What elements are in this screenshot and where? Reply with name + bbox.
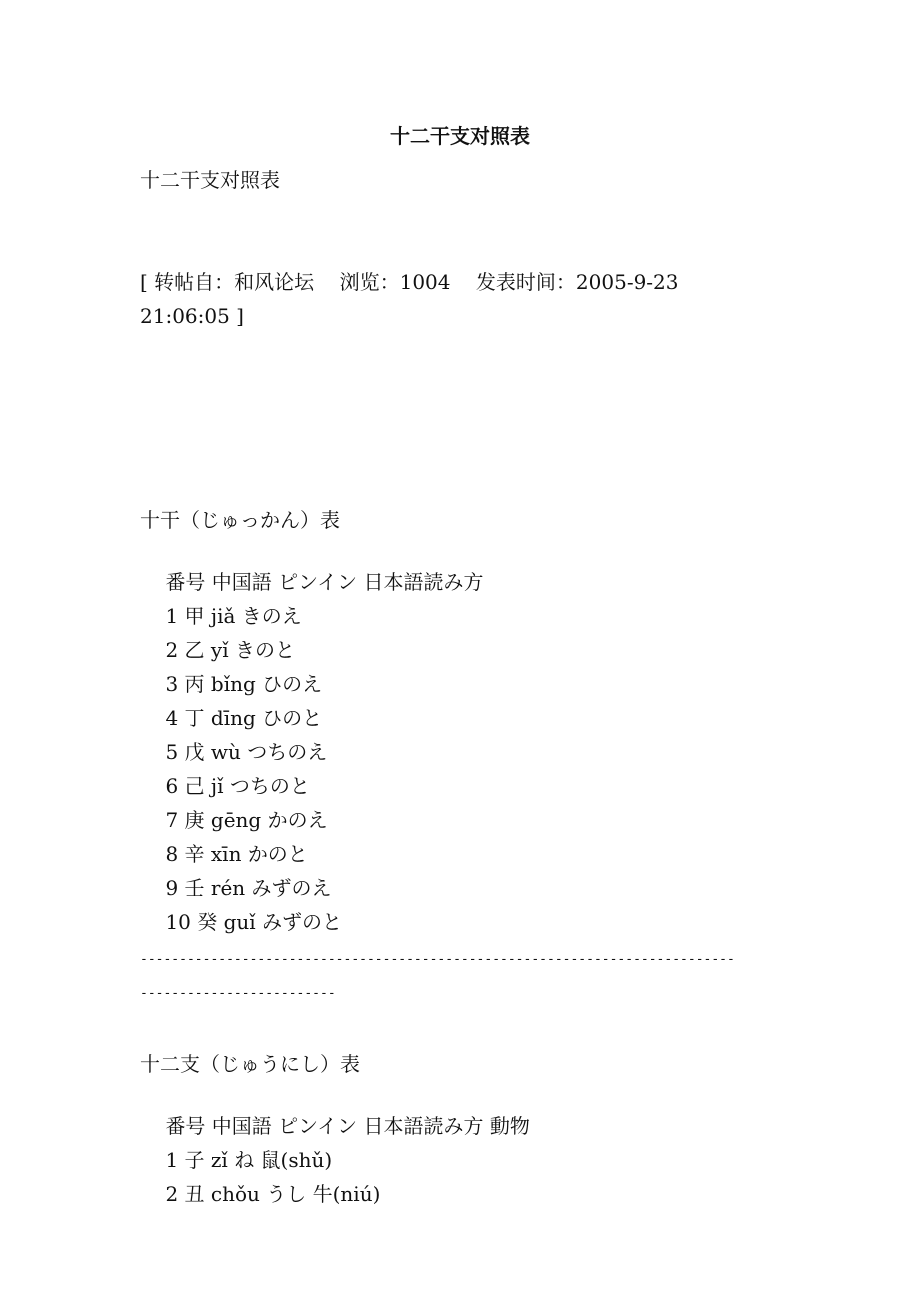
row-pinyin: jiǎ <box>210 604 236 628</box>
row-number: 9 <box>165 876 179 900</box>
row-japanese: つちのと <box>229 774 310 798</box>
row-japanese: かのえ <box>267 808 328 832</box>
row-japanese: うし <box>266 1182 307 1206</box>
row-chinese: 庚 <box>184 808 205 832</box>
document-subtitle: 十二干支对照表 <box>140 168 280 192</box>
row-chinese: 子 <box>184 1148 205 1172</box>
row-pinyin: xīn <box>210 842 242 866</box>
header-japanese-reading: 日本語読み方 <box>363 1114 484 1138</box>
row-japanese: きのと <box>234 638 295 662</box>
row-animal: 鼠(shǔ) <box>260 1148 333 1172</box>
header-japanese-reading: 日本語読み方 <box>363 570 484 594</box>
row-chinese: 壬 <box>184 876 205 900</box>
row-chinese: 丙 <box>184 672 205 696</box>
row-japanese: みずのと <box>262 910 343 934</box>
row-chinese: 辛 <box>184 842 205 866</box>
meta-info-timestamp: 21:06:05 ] <box>140 304 244 328</box>
row-chinese: 己 <box>184 774 205 798</box>
row-pinyin: guǐ <box>223 910 256 934</box>
row-number: 10 <box>165 910 191 934</box>
row-pinyin: dīng <box>210 706 256 730</box>
row-japanese: かのと <box>247 842 308 866</box>
row-number: 5 <box>165 740 179 764</box>
header-animal: 動物 <box>489 1114 530 1138</box>
jikkan-heading: 十干（じゅっかん）表 <box>140 508 340 532</box>
row-number: 1 <box>165 604 179 628</box>
junishi-row <box>140 1152 380 1236</box>
header-number: 番号 <box>165 1114 206 1138</box>
row-japanese: きのえ <box>241 604 302 628</box>
header-pinyin: ピンイン <box>278 1114 358 1138</box>
row-japanese: ね <box>234 1148 255 1172</box>
row-number: 3 <box>165 672 179 696</box>
row-chinese: 丁 <box>184 706 205 730</box>
row-pinyin: chǒu <box>210 1182 260 1206</box>
row-animal: 牛(niú) <box>312 1182 381 1206</box>
row-japanese: ひのえ <box>262 672 323 696</box>
junishi-heading: 十二支（じゅうにし）表 <box>140 1052 360 1076</box>
row-pinyin: jǐ <box>210 774 224 798</box>
row-chinese: 癸 <box>197 910 218 934</box>
row-pinyin: gēng <box>210 808 262 832</box>
row-japanese: つちのえ <box>247 740 328 764</box>
row-number: 8 <box>165 842 179 866</box>
header-chinese: 中国語 <box>211 1114 272 1138</box>
row-pinyin: rén <box>210 876 246 900</box>
row-chinese: 戊 <box>184 740 205 764</box>
row-number: 2 <box>165 638 179 662</box>
document-title: 十二干支对照表 <box>390 124 530 148</box>
row-japanese: ひのと <box>262 706 323 730</box>
row-number: 7 <box>165 808 179 832</box>
separator-line: ---------------------------------------------------------------------------- <box>140 952 735 967</box>
header-number: 番号 <box>165 570 206 594</box>
row-pinyin: zǐ <box>210 1148 228 1172</box>
row-number: 4 <box>165 706 179 730</box>
meta-info-line: [ 转帖自：和风论坛 浏览：1004 发表时间：2005-9-23 <box>140 270 679 294</box>
separator-line-continued: ------------------------- <box>140 986 336 1001</box>
header-chinese: 中国語 <box>211 570 272 594</box>
row-japanese: みずのえ <box>251 876 332 900</box>
row-number: 6 <box>165 774 179 798</box>
row-chinese: 甲 <box>184 604 205 628</box>
row-number: 2 <box>165 1182 179 1206</box>
row-pinyin: bǐng <box>210 672 256 696</box>
row-number: 1 <box>165 1148 179 1172</box>
row-pinyin: wù <box>210 740 241 764</box>
row-chinese: 乙 <box>184 638 205 662</box>
row-pinyin: yǐ <box>210 638 229 662</box>
header-pinyin: ピンイン <box>278 570 358 594</box>
row-chinese: 丑 <box>184 1182 205 1206</box>
